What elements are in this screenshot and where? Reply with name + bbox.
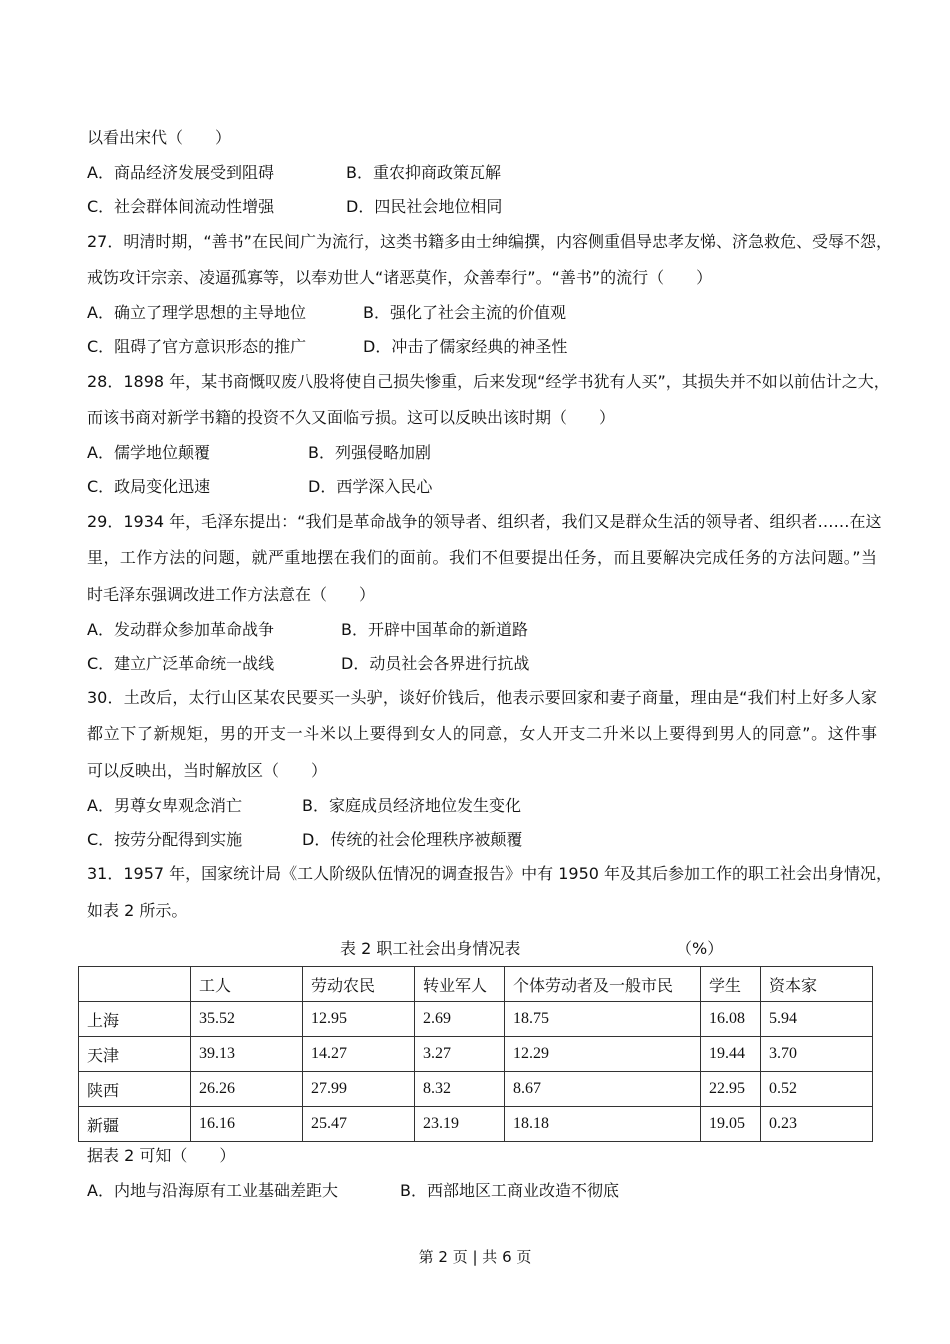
table-cell: 12.29	[505, 1037, 701, 1072]
table-header-cell: 劳动农民	[303, 967, 415, 1002]
table-row	[79, 1107, 873, 1142]
q28-option-a: A．儒学地位颠覆	[87, 443, 210, 462]
q26-option-b: B．重农抑商政策瓦解	[346, 163, 501, 182]
table-header-cell: 个体劳动者及一般市民	[505, 967, 701, 1002]
table-cell: 3.70	[761, 1037, 873, 1072]
table-header-cell	[79, 967, 191, 1002]
table-cell: 26.26	[191, 1072, 303, 1107]
q29-stem-line1: 29．1934 年，毛泽东提出：“我们是革命战争的领导者、组织者，我们又是群众生活的领导者、组织者……在这	[87, 512, 882, 531]
q29-option-d: D．动员社会各界进行抗战	[341, 654, 530, 673]
q30-stem-line1: 30．土改后，太行山区某农民要买一头驴，谈好价钱后，他表示要回家和妻子商量，理由是“我们村上好多人家	[87, 688, 877, 707]
table-cell: 14.27	[303, 1037, 415, 1072]
table-row	[79, 1037, 873, 1072]
table-cell: 27.99	[303, 1072, 415, 1107]
q29-option-c: C．建立广泛革命统一战线	[87, 654, 275, 673]
q27-stem-line1: 27．明清时期，“善书”在民间广为流行，这类书籍多由士绅编撰，内容侧重倡导忠孝友悌、济急救危、受辱不怨，	[87, 232, 892, 251]
table-cell: 18.18	[505, 1107, 701, 1142]
q27-option-d: D．冲击了儒家经典的神圣性	[363, 337, 568, 356]
table-header-cell: 转业军人	[415, 967, 505, 1002]
q30-option-a: A．男尊女卑观念消亡	[87, 796, 242, 815]
q28-option-d: D．西学深入民心	[308, 477, 433, 496]
q26-option-a: A．商品经济发展受到阻碍	[87, 163, 274, 182]
q27-stem-line2: 戒饬攻讦宗亲、凌逼孤寡等，以奉劝世人“诸恶莫作，众善奉行”。“善书”的流行（ ）	[87, 268, 713, 287]
table-header-cell: 工人	[191, 967, 303, 1002]
q31-stem-line2: 如表 2 所示。	[87, 901, 188, 920]
table-cell: 16.16	[191, 1107, 303, 1142]
q28-option-c: C．政局变化迅速	[87, 477, 211, 496]
q26-option-c: C．社会群体间流动性增强	[87, 197, 275, 216]
table-cell: 19.44	[701, 1037, 761, 1072]
q26-stem-tail: 以看出宋代（ ）	[87, 128, 232, 147]
q30-option-d: D．传统的社会伦理秩序被颠覆	[302, 830, 523, 849]
table-cell: 18.75	[505, 1002, 701, 1037]
table-cell: 新疆	[79, 1107, 191, 1142]
q30-option-c: C．按劳分配得到实施	[87, 830, 243, 849]
q30-stem-line2: 都立下了新规矩，男的开支一斗米以上要得到女人的同意，女人开支二升米以上要得到男人的同意”。这件事	[87, 724, 877, 743]
table-cell: 3.27	[415, 1037, 505, 1072]
q31-option-b: B．西部地区工商业改造不彻底	[400, 1181, 619, 1200]
table-cell: 25.47	[303, 1107, 415, 1142]
q31-stem-question: 据表 2 可知（ ）	[87, 1146, 236, 1165]
q27-option-a: A．确立了理学思想的主导地位	[87, 303, 306, 322]
q26-option-d: D．四民社会地位相同	[346, 197, 503, 216]
table-cell: 8.67	[505, 1072, 701, 1107]
table-header-cell: 学生	[701, 967, 761, 1002]
social-origin-table	[78, 966, 873, 1142]
q27-option-b: B．强化了社会主流的价值观	[363, 303, 566, 322]
q29-stem-line2: 里，工作方法的问题，就严重地摆在我们的面前。我们不但要提出任务，而且要解决完成任务的方法问题。”当	[87, 548, 877, 567]
q30-option-b: B．家庭成员经济地位发生变化	[302, 796, 521, 815]
q27-option-c: C．阻碍了官方意识形态的推广	[87, 337, 307, 356]
table-cell: 陕西	[79, 1072, 191, 1107]
table-cell: 19.05	[701, 1107, 761, 1142]
q31-option-a: A．内地与沿海原有工业基础差距大	[87, 1181, 338, 1200]
table-cell: 22.95	[701, 1072, 761, 1107]
q31-stem-line1: 31．1957 年，国家统计局《工人阶级队伍情况的调查报告》中有 1950 年及其后参加工作的职工社会出身情况，	[87, 864, 893, 883]
table-cell: 12.95	[303, 1002, 415, 1037]
q28-stem-line2: 而该书商对新学书籍的投资不久又面临亏损。这可以反映出该时期（ ）	[87, 408, 616, 427]
table-cell: 天津	[79, 1037, 191, 1072]
table-caption: 表 2 职工社会出身情况表	[340, 939, 521, 958]
table-header-row	[79, 967, 873, 1002]
q30-stem-line3: 可以反映出，当时解放区（ ）	[87, 761, 328, 780]
q29-stem-line3: 时毛泽东强调改进工作方法意在（ ）	[87, 585, 376, 604]
table-cell: 16.08	[701, 1002, 761, 1037]
table-unit: （%）	[676, 939, 724, 958]
table-row	[79, 1002, 873, 1037]
table-row	[79, 1072, 873, 1107]
q29-option-a: A．发动群众参加革命战争	[87, 620, 274, 639]
table-cell: 8.32	[415, 1072, 505, 1107]
table-cell: 2.69	[415, 1002, 505, 1037]
table-cell: 0.23	[761, 1107, 873, 1142]
q29-option-b: B．开辟中国革命的新道路	[341, 620, 528, 639]
table-cell: 5.94	[761, 1002, 873, 1037]
table-cell: 39.13	[191, 1037, 303, 1072]
table-cell: 35.52	[191, 1002, 303, 1037]
table-cell: 上海	[79, 1002, 191, 1037]
table-cell: 23.19	[415, 1107, 505, 1142]
table-header-cell: 资本家	[761, 967, 873, 1002]
page-footer: 第 2 页 | 共 6 页	[418, 1248, 532, 1266]
q28-stem-line1: 28．1898 年，某书商慨叹废八股将使自己损失惨重，后来发现“经学书犹有人买”，其损失并不如以前估计之大，	[87, 372, 890, 391]
table-cell: 0.52	[761, 1072, 873, 1107]
q28-option-b: B．列强侵略加剧	[308, 443, 431, 462]
